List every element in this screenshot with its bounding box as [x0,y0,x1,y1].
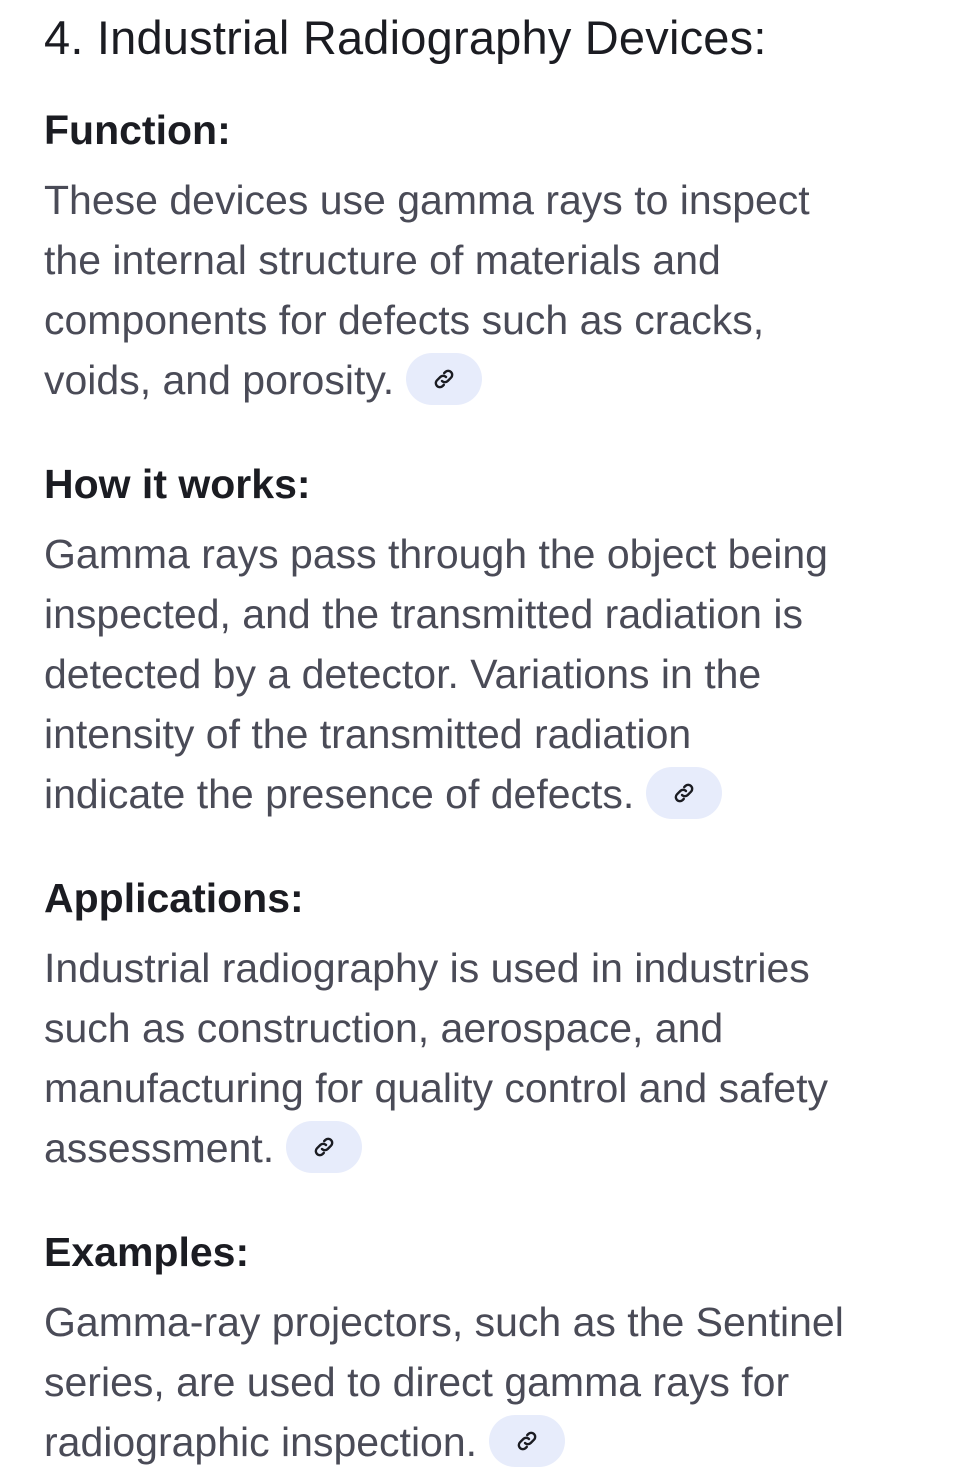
section-body [44,1292,944,1472]
section-examples [44,1224,944,1472]
section-heading: How it works: [44,461,311,507]
body-line: components for defects such as cracks, [44,297,765,343]
body-line-last [44,1412,944,1472]
section-how-it-works [44,456,944,824]
body-line-text: voids, and porosity. [44,357,395,403]
body-line: inspected, and the transmitted radiation is [44,591,803,637]
section-applications [44,870,944,1178]
body-line: Gamma-ray projectors, such as the Sentinel [44,1299,844,1345]
section-heading: Function: [44,107,231,153]
body-line: intensity of the transmitted radiation [44,711,692,757]
section-function [44,102,944,410]
source-link-chip[interactable] [406,353,482,405]
page-title: 4. Industrial Radiography Devices: [44,11,767,64]
body-line-last [44,350,944,410]
body-line: manufacturing for quality control and safety [44,1065,828,1111]
body-line: Industrial radiography is used in industries [44,945,810,991]
section-body [44,524,944,824]
body-line-last [44,764,944,824]
section-heading: Examples: [44,1229,250,1275]
body-line: These devices use gamma rays to inspect [44,177,810,223]
body-line-last [44,1118,944,1178]
body-line: series, are used to direct gamma rays for [44,1359,790,1405]
body-line: detected by a detector. Variations in the [44,651,762,697]
section-body [44,170,944,410]
body-line: Gamma rays pass through the object being [44,531,828,577]
body-line-text: indicate the presence of defects. [44,771,635,817]
source-link-chip[interactable] [489,1415,565,1467]
body-line-text: assessment. [44,1125,275,1171]
link-icon [432,367,456,391]
link-icon [312,1135,336,1159]
body-line: the internal structure of materials and [44,237,721,283]
section-heading: Applications: [44,875,304,921]
link-icon [515,1429,539,1453]
body-line: such as construction, aerospace, and [44,1005,724,1051]
body-line-text: radiographic inspection. [44,1419,478,1465]
source-link-chip[interactable] [646,767,722,819]
source-link-chip[interactable] [286,1121,362,1173]
section-body [44,938,944,1178]
link-icon [672,781,696,805]
